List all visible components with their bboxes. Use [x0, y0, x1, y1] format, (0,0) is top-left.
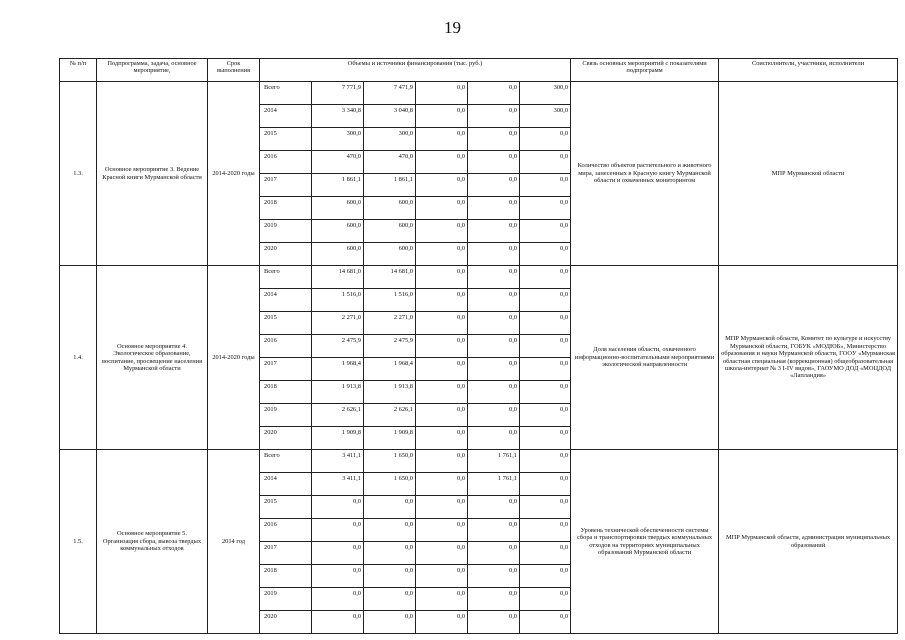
amount-source-1: 2 475,9 — [364, 335, 416, 358]
amount-source-1: 0,0 — [364, 565, 416, 588]
section-executors: МПР Мурманской области, Комитет по культуре и искусству Мурманской области, ГОБУК «МОДЮБ», Министерство образования и науки Мурманской области, ГОOУ «Мурманская областная специальная (коррекционная) общеобразовательная школа-интернат № 3 I-IV видов», ГАОУМО ДОД «МОЦДОД «Лапландия» — [719, 266, 898, 450]
amount-source-4: 0,0 — [520, 197, 571, 220]
amount-total: 1 861,1 — [312, 174, 364, 197]
year-cell: 2020 — [260, 243, 312, 266]
amount-source-2: 0,0 — [416, 151, 468, 174]
amount-source-3: 0,0 — [468, 289, 520, 312]
funding-table — [59, 58, 898, 634]
amount-total: 3 340,8 — [312, 105, 364, 128]
amount-source-3: 0,0 — [468, 588, 520, 611]
amount-source-1: 1 968,4 — [364, 358, 416, 381]
amount-source-1: 1 650,0 — [364, 473, 416, 496]
amount-source-4: 0,0 — [520, 358, 571, 381]
amount-source-2: 0,0 — [416, 358, 468, 381]
amount-source-1: 1 516,0 — [364, 289, 416, 312]
amount-source-1: 2 626,1 — [364, 404, 416, 427]
amount-total: 0,0 — [312, 496, 364, 519]
amount-source-4: 0,0 — [520, 335, 571, 358]
amount-source-3: 0,0 — [468, 381, 520, 404]
section-executors: МПР Мурманской области — [719, 82, 898, 266]
amount-source-3: 0,0 — [468, 266, 520, 289]
amount-source-2: 0,0 — [416, 519, 468, 542]
amount-source-1: 0,0 — [364, 611, 416, 634]
header-num: № п/п — [60, 59, 97, 82]
amount-total: 600,0 — [312, 243, 364, 266]
amount-source-4: 0,0 — [520, 450, 571, 473]
section-indicator-link: Уровень технической обеспеченности системы сбора и транспортировки твердых коммунальных отходов на территориях муниципальных образований Мурманской области — [571, 450, 719, 634]
amount-source-4: 0,0 — [520, 289, 571, 312]
amount-source-2: 0,0 — [416, 82, 468, 105]
amount-total: 1 968,4 — [312, 358, 364, 381]
amount-source-3: 0,0 — [468, 427, 520, 450]
amount-source-4: 0,0 — [520, 404, 571, 427]
section-number: 1.5. — [60, 450, 97, 634]
amount-source-2: 0,0 — [416, 197, 468, 220]
amount-source-4: 0,0 — [520, 266, 571, 289]
amount-total: 1 516,0 — [312, 289, 364, 312]
amount-total: 470,0 — [312, 151, 364, 174]
header-executors: Соисполнители, участники, исполнители — [719, 59, 898, 82]
amount-source-1: 0,0 — [364, 542, 416, 565]
amount-source-4: 0,0 — [520, 128, 571, 151]
amount-source-4: 0,0 — [520, 381, 571, 404]
amount-source-3: 0,0 — [468, 312, 520, 335]
year-cell: 2015 — [260, 312, 312, 335]
year-cell: 2016 — [260, 519, 312, 542]
amount-total: 0,0 — [312, 588, 364, 611]
amount-source-2: 0,0 — [416, 289, 468, 312]
amount-source-3: 0,0 — [468, 128, 520, 151]
section-indicator-link: Количество объектов растительного и животного мира, занесенных в Красную книгу Мурманской области и охваченных мониторингом — [571, 82, 719, 266]
amount-source-2: 0,0 — [416, 243, 468, 266]
amount-source-1: 470,0 — [364, 151, 416, 174]
amount-source-3: 0,0 — [468, 82, 520, 105]
amount-total: 1 909,8 — [312, 427, 364, 450]
section-term: 2014-2020 годы — [208, 82, 260, 266]
amount-source-2: 0,0 — [416, 266, 468, 289]
amount-source-4: 0,0 — [520, 243, 571, 266]
year-cell: 2017 — [260, 358, 312, 381]
amount-total: 300,0 — [312, 128, 364, 151]
year-cell: 2017 — [260, 174, 312, 197]
amount-source-3: 0,0 — [468, 243, 520, 266]
amount-source-3: 1 761,1 — [468, 450, 520, 473]
amount-source-4: 0,0 — [520, 611, 571, 634]
amount-source-4: 0,0 — [520, 519, 571, 542]
amount-source-2: 0,0 — [416, 473, 468, 496]
year-cell: 2017 — [260, 542, 312, 565]
amount-source-2: 0,0 — [416, 542, 468, 565]
year-cell: 2014 — [260, 289, 312, 312]
section-term: 2014-2020 годы — [208, 266, 260, 450]
year-cell: 2016 — [260, 335, 312, 358]
amount-total: 0,0 — [312, 565, 364, 588]
table-body — [60, 82, 898, 634]
amount-source-4: 0,0 — [520, 473, 571, 496]
page-number: 19 — [444, 18, 461, 37]
amount-source-4: 0,0 — [520, 427, 571, 450]
amount-source-1: 0,0 — [364, 588, 416, 611]
amount-source-1: 600,0 — [364, 220, 416, 243]
section-indicator-link: Доля населения области, охваченного информационно-воспитательными мероприятиями экологической направленности — [571, 266, 719, 450]
amount-source-4: 0,0 — [520, 542, 571, 565]
amount-source-4: 300,0 — [520, 105, 571, 128]
amount-source-1: 7 471,9 — [364, 82, 416, 105]
section-number: 1.3. — [60, 82, 97, 266]
year-cell: 2015 — [260, 128, 312, 151]
year-cell: 2016 — [260, 151, 312, 174]
amount-total: 2 271,0 — [312, 312, 364, 335]
amount-total: 600,0 — [312, 197, 364, 220]
amount-source-1: 300,0 — [364, 128, 416, 151]
amount-total: 0,0 — [312, 519, 364, 542]
amount-source-2: 0,0 — [416, 128, 468, 151]
amount-source-3: 0,0 — [468, 105, 520, 128]
amount-source-2: 0,0 — [416, 335, 468, 358]
amount-source-1: 1 650,0 — [364, 450, 416, 473]
amount-total: 600,0 — [312, 220, 364, 243]
year-cell: 2019 — [260, 588, 312, 611]
amount-source-4: 0,0 — [520, 496, 571, 519]
amount-source-1: 1 861,1 — [364, 174, 416, 197]
amount-source-3: 0,0 — [468, 220, 520, 243]
section-executors: МПР Мурманской области, администрации муниципальных образований — [719, 450, 898, 634]
year-cell: 2015 — [260, 496, 312, 519]
year-cell: 2018 — [260, 381, 312, 404]
amount-total: 3 411,1 — [312, 473, 364, 496]
header-link: Связь основных мероприятий с показателями подпрограмм — [571, 59, 719, 82]
amount-source-1: 3 040,8 — [364, 105, 416, 128]
table-header-row — [60, 59, 898, 82]
year-cell: Всего — [260, 82, 312, 105]
amount-source-3: 1 761,1 — [468, 473, 520, 496]
amount-total: 2 475,9 — [312, 335, 364, 358]
header-term: Срок выполнения — [208, 59, 260, 82]
amount-source-1: 0,0 — [364, 496, 416, 519]
amount-source-3: 0,0 — [468, 197, 520, 220]
amount-source-2: 0,0 — [416, 404, 468, 427]
amount-source-4: 0,0 — [520, 151, 571, 174]
amount-source-3: 0,0 — [468, 335, 520, 358]
section-name: Основное мероприятие 4. Экологическое образование, воспитание, просвещение населения Мурманской области — [97, 266, 208, 450]
amount-source-2: 0,0 — [416, 381, 468, 404]
year-cell: 2019 — [260, 220, 312, 243]
year-cell: Всего — [260, 450, 312, 473]
amount-source-1: 1 913,8 — [364, 381, 416, 404]
amount-source-2: 0,0 — [416, 105, 468, 128]
amount-source-2: 0,0 — [416, 496, 468, 519]
table-row — [60, 266, 898, 289]
amount-source-2: 0,0 — [416, 220, 468, 243]
amount-source-1: 0,0 — [364, 519, 416, 542]
amount-source-4: 0,0 — [520, 312, 571, 335]
amount-total: 3 411,1 — [312, 450, 364, 473]
section-name: Основное мероприятие 3. Ведение Красной книги Мурманской области — [97, 82, 208, 266]
amount-total: 1 913,8 — [312, 381, 364, 404]
amount-source-4: 0,0 — [520, 174, 571, 197]
amount-source-2: 0,0 — [416, 427, 468, 450]
year-cell: Всего — [260, 266, 312, 289]
amount-source-2: 0,0 — [416, 611, 468, 634]
amount-total: 7 771,9 — [312, 82, 364, 105]
year-cell: 2018 — [260, 565, 312, 588]
amount-total: 0,0 — [312, 542, 364, 565]
amount-source-1: 600,0 — [364, 243, 416, 266]
section-number: 1.4. — [60, 266, 97, 450]
table-row — [60, 450, 898, 473]
amount-source-3: 0,0 — [468, 404, 520, 427]
amount-source-1: 14 681,0 — [364, 266, 416, 289]
year-cell: 2018 — [260, 197, 312, 220]
amount-source-4: 300,0 — [520, 82, 571, 105]
year-cell: 2014 — [260, 105, 312, 128]
amount-source-2: 0,0 — [416, 450, 468, 473]
amount-source-3: 0,0 — [468, 358, 520, 381]
amount-source-1: 2 271,0 — [364, 312, 416, 335]
amount-total: 2 626,1 — [312, 404, 364, 427]
section-term: 2014 год — [208, 450, 260, 634]
amount-source-2: 0,0 — [416, 312, 468, 335]
amount-total: 0,0 — [312, 611, 364, 634]
year-cell: 2019 — [260, 404, 312, 427]
amount-source-2: 0,0 — [416, 174, 468, 197]
amount-source-2: 0,0 — [416, 588, 468, 611]
header-program: Подпрограмма, задача, основное мероприятие, — [97, 59, 208, 82]
year-cell: 2014 — [260, 473, 312, 496]
amount-total: 14 681,0 — [312, 266, 364, 289]
amount-source-1: 600,0 — [364, 197, 416, 220]
amount-source-1: 1 909,8 — [364, 427, 416, 450]
amount-source-4: 0,0 — [520, 588, 571, 611]
header-funding: Объемы и источники финансирования (тыс. руб.) — [260, 59, 571, 82]
amount-source-3: 0,0 — [468, 496, 520, 519]
amount-source-3: 0,0 — [468, 542, 520, 565]
amount-source-3: 0,0 — [468, 565, 520, 588]
amount-source-2: 0,0 — [416, 565, 468, 588]
amount-source-3: 0,0 — [468, 151, 520, 174]
amount-source-3: 0,0 — [468, 174, 520, 197]
year-cell: 2020 — [260, 427, 312, 450]
amount-source-4: 0,0 — [520, 565, 571, 588]
year-cell: 2020 — [260, 611, 312, 634]
section-name: Основное мероприятие 5. Организация сбора, вывоза твердых коммунальных отходов — [97, 450, 208, 634]
table-row — [60, 82, 898, 105]
amount-source-3: 0,0 — [468, 611, 520, 634]
amount-source-3: 0,0 — [468, 519, 520, 542]
amount-source-4: 0,0 — [520, 220, 571, 243]
